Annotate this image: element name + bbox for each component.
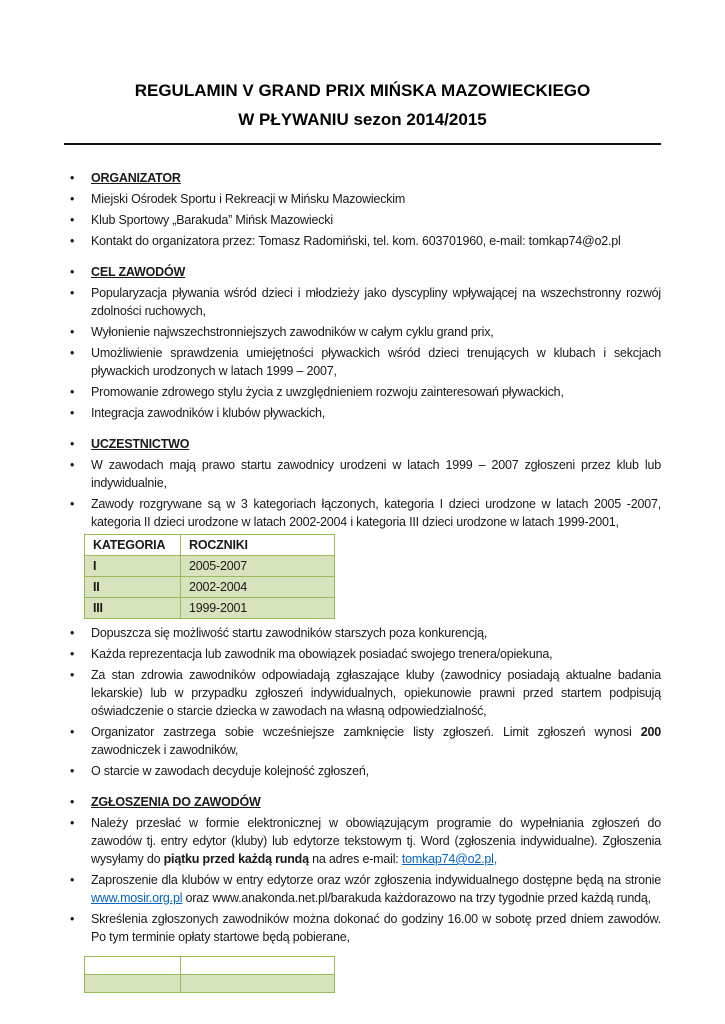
list-item [64, 284, 661, 320]
list-item [64, 910, 661, 946]
list-item [64, 762, 661, 780]
text-run: W zawodach mają prawo startu zawodnicy urodzeni w latach 1999 – 2007 zgłoszeni przez klub lub indywidualnie, [91, 458, 661, 490]
list-item [64, 211, 661, 229]
list-item [64, 814, 661, 868]
category-table-container [64, 534, 661, 619]
text-run: Dopuszcza się możliwość startu zawodników starszych poza konkurencją, [91, 626, 488, 640]
list-item [64, 666, 661, 720]
bold-text-run: 200 [640, 725, 661, 739]
text-run: Popularyzacja pływania wśród dzieci i młodzieży jako dyscypliny wpływającej na wszechstronny rozwój zdolności ruchowych, [91, 286, 661, 318]
list-item [64, 344, 661, 380]
list-item [64, 495, 661, 531]
table-row [85, 598, 335, 619]
text-run: Umożliwienie sprawdzenia umiejętności pływackich wśród dzieci trenujących w klubach i sekcjach pływackich urodzonych w latach 1999 – 2007, [91, 346, 661, 378]
list-item [64, 624, 661, 642]
table-cell: 2005-2007 [181, 556, 335, 577]
table-header-cell: ROCZNIKI [181, 535, 335, 556]
text-run: Integracja zawodników i klubów pływackich, [91, 406, 326, 420]
partial-table-cell [85, 975, 181, 992]
list-item [64, 723, 661, 759]
section-heading-label: CEL ZAWODÓW [91, 265, 186, 279]
bold-text-run: piątku przed każdą rundą [163, 852, 309, 866]
section-heading [64, 169, 661, 187]
document-title-line1: REGULAMIN V GRAND PRIX MIŃSKA MAZOWIECKIEGO [134, 81, 591, 100]
table-header-row [85, 535, 335, 556]
document-header [64, 76, 661, 145]
section-heading-label: ZGŁOSZENIA DO ZAWODÓW [91, 795, 261, 809]
next-page-table-partial [84, 956, 335, 993]
table-cell: 2002-2004 [181, 577, 335, 598]
table-row [85, 577, 335, 598]
section-heading [64, 435, 661, 453]
partial-table-header-row [85, 957, 334, 975]
text-run: Należy przesłać w formie elektronicznej w obowiązującym programie do wypełniania zgłoszeń do zawodów tj. entry edytor (kluby) lub edytorze tekstowym tj. Word (zgłoszenia indywidualne). Zgłoszenia wysyłamy do [91, 816, 661, 866]
text-run: Skreślenia zgłoszonych zawodników można dokonać do godziny 16.00 w sobotę przed dniem zawodów. Po tym terminie opłaty startowe będą pobierane, [91, 912, 661, 944]
partial-table-cell [181, 975, 334, 992]
table-header-cell: KATEGORIA [85, 535, 181, 556]
section-heading [64, 793, 661, 811]
text-run: Miejski Ośrodek Sportu i Rekreacji w Mińsku Mazowieckim [91, 192, 406, 206]
text-run: Zaproszenie dla klubów w entry edytorze oraz wzór zgłoszenia indywidualnego dostępne będą na stronie [91, 873, 661, 887]
partial-table-body-row [85, 975, 334, 992]
table-cell: III [85, 598, 181, 619]
document-title-line2: W PŁYWANIU sezon 2014/2015 [238, 110, 487, 129]
email-link[interactable]: tomkap74@o2.pl, [401, 852, 498, 866]
list-item [64, 645, 661, 663]
table-row [85, 556, 335, 577]
text-run: Promowanie zdrowego stylu życia z uwzględnieniem rozwoju zainteresowań pływackich, [91, 385, 564, 399]
text-run: Wyłonienie najwszechstronniejszych zawodników w całym cyklu grand prix, [91, 325, 494, 339]
table-cell: II [85, 577, 181, 598]
title-divider [64, 143, 661, 145]
list-item [64, 456, 661, 492]
text-run: oraz www.anakonda.net.pl/barakuda każdorazowo na trzy tygodnie przed każdą rundą, [182, 891, 651, 905]
list-item [64, 404, 661, 422]
list-item [64, 383, 661, 401]
text-run: zawodniczek i zawodników, [91, 743, 239, 757]
text-run: Organizator zastrzega sobie wcześniejsze zamknięcie listy zgłoszeń. Limit zgłoszeń wynosi [91, 725, 641, 739]
text-run: O starcie w zawodach decyduje kolejność zgłoszeń, [91, 764, 369, 778]
text-run: Klub Sportowy „Barakuda” Mińsk Mazowiecki [91, 213, 333, 227]
document-body-list [64, 169, 661, 946]
list-item [64, 871, 661, 907]
section-heading-label: ORGANIZATOR [91, 171, 181, 185]
list-item [64, 323, 661, 341]
category-table [84, 534, 335, 619]
text-run: na adres e-mail: [308, 852, 402, 866]
table-cell: 1999-2001 [181, 598, 335, 619]
text-run: Kontakt do organizatora przez: Tomasz Radomiński, tel. kom. 603701960, e-mail: tomkap74@o2.pl [91, 234, 621, 248]
section-heading [64, 263, 661, 281]
list-item [64, 190, 661, 208]
list-item [64, 232, 661, 250]
text-run: Każda reprezentacja lub zawodnik ma obowiązek posiadać swojego trenera/opiekuna, [91, 647, 553, 661]
text-run: Zawody rozgrywane są w 3 kategoriach łączonych, kategoria I dzieci urodzone w latach 2005 -2007, kategoria II dzieci urodzone w latach 2002-2004 i kategoria III dzieci urodzone w latach 1999-2001, [91, 497, 661, 529]
text-run: Za stan zdrowia zawodników odpowiadają zgłaszające kluby (zawodnicy posiadają aktualne badania lekarskie) lub w przypadku zgłoszeń indywidualnych, opiekunowie prawni przed startem podpisują oświadczenie o starcie dziecka w zawodach na własną odpowiedzialność, [91, 668, 661, 718]
partial-table-cell [181, 957, 334, 974]
mosir-link[interactable]: www.mosir.org.pl [91, 891, 183, 905]
section-heading-label: UCZESTNICTWO [91, 437, 190, 451]
partial-table-cell [85, 957, 181, 974]
table-cell: I [85, 556, 181, 577]
